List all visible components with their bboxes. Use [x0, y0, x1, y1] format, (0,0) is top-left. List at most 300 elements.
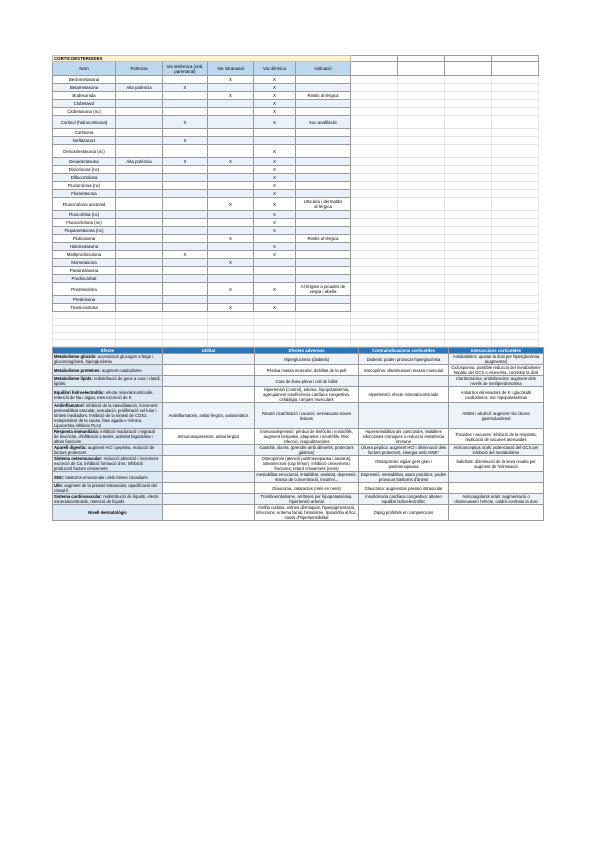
effect-utility: [163, 483, 255, 494]
drug-intranasal: X: [208, 76, 254, 84]
drug-dermal: [254, 296, 296, 304]
drug-dermal: X: [254, 211, 296, 219]
effect-inter: [449, 483, 544, 494]
effect-title: Antiinflamatori:: [54, 403, 85, 409]
drug-potency: [116, 251, 163, 259]
effect-description: redistribució de líquids, efecte mineralocorticoide, retenció de líquids: [54, 494, 159, 505]
effect-inter: Antiàrtics eliminadors de K i glucòsids cardiotònics: risc hipopotassèmia: [449, 387, 544, 403]
header-systemic: Via sistèmica (oral, parenteral): [163, 62, 208, 76]
drug-intranasal: [208, 227, 254, 235]
effect-contra: [359, 376, 449, 387]
effect-contra: Diabetis: poden provocar hiperglucèmia: [359, 354, 449, 365]
drug-systemic: [163, 190, 208, 198]
drug-indication: [296, 76, 351, 84]
drug-name: Deflazacort: [53, 137, 116, 145]
drug-name: Flumetasona: [53, 190, 116, 198]
drug-name: Dexametasona: [53, 158, 116, 166]
drug-intranasal: [208, 275, 254, 283]
drug-potency: [116, 190, 163, 198]
empty-cell: [445, 116, 492, 129]
empty-cell: [351, 166, 398, 174]
empty-cell: [398, 84, 445, 92]
drug-name: Metilprednisolona: [53, 251, 116, 259]
empty-cell: [492, 326, 539, 333]
drug-dermal: [254, 275, 296, 283]
effect-contra: Glaucoma: augmentan pressió intraocular: [359, 483, 449, 494]
empty-cell: [208, 312, 254, 319]
drug-potency: [116, 275, 163, 283]
effect-contra: Sarcopènia: disminueixen massa muscular: [359, 365, 449, 376]
empty-cell: [492, 100, 539, 108]
drug-systemic: X: [163, 251, 208, 259]
drug-dermal: X: [254, 304, 296, 312]
empty-cell: [445, 304, 492, 312]
empty-cell: [492, 333, 539, 340]
drug-potency: [116, 166, 163, 174]
effect-title: Aparell digestiu:: [54, 445, 87, 451]
empty-cell: [116, 340, 163, 347]
drug-potency: Alta potència: [116, 158, 163, 166]
empty-cell: [163, 326, 208, 333]
effect-utility: [163, 472, 255, 483]
corticosteroid-table: [52, 55, 539, 347]
drug-systemic: [163, 100, 208, 108]
effect-row: [53, 483, 544, 494]
drug-potency: [116, 227, 163, 235]
empty-cell: [53, 319, 116, 326]
drug-indication: [296, 158, 351, 166]
header-potency: Potència: [116, 62, 163, 76]
empty-row: [53, 333, 539, 340]
empty-cell: [398, 158, 445, 166]
empty-cell: [208, 319, 254, 326]
drug-systemic: [163, 182, 208, 190]
drug-name: Fluocortolona (nc): [53, 219, 116, 227]
drug-intranasal: [208, 211, 254, 219]
drug-systemic: [163, 92, 208, 100]
empty-cell: [445, 243, 492, 251]
empty-cell: [398, 304, 445, 312]
empty-cell: [53, 326, 116, 333]
empty-cell: [116, 312, 163, 319]
drug-intranasal: [208, 174, 254, 182]
empty-cell: [163, 333, 208, 340]
effect-contra: Osteoporosi: vigilar gent gran i postmenopausa: [359, 456, 449, 472]
sheet-title: CORTICOESTEROIDES: [53, 56, 351, 62]
empty-cell: [492, 296, 539, 304]
drug-systemic: [163, 145, 208, 158]
drug-indication: Rinitis al·lèrgica: [296, 235, 351, 243]
table-row: [53, 145, 539, 158]
empty-cell: [492, 227, 539, 235]
table-row: [53, 275, 539, 283]
effect-inter: Antidiabètics: ajustar la dosi per hiperglucèmia (augmentar): [449, 354, 544, 365]
effect-inter: Salicilats: disminució de la seva revalia per augment de l'eliminació: [449, 456, 544, 472]
empty-cell: [492, 76, 539, 84]
effect-row: [53, 456, 544, 472]
empty-cell: [351, 235, 398, 243]
effect-utility: [163, 376, 255, 387]
drug-dermal: X: [254, 145, 296, 158]
empty-cell: [351, 174, 398, 182]
empty-cell: [492, 108, 539, 116]
drug-indication: [296, 166, 351, 174]
drug-intranasal: X: [208, 283, 254, 296]
drug-potency: [116, 283, 163, 296]
effect-cell: [53, 472, 163, 483]
effect-row: [53, 354, 544, 365]
drug-indication: [296, 174, 351, 182]
effect-utility: Immunosupressors, antial·lèrgics: [163, 429, 255, 445]
drug-name: Clobetasol: [53, 100, 116, 108]
table-row: [53, 283, 539, 296]
drug-potency: [116, 137, 163, 145]
drug-potency: [116, 235, 163, 243]
empty-cell: [445, 145, 492, 158]
table-row: [53, 219, 539, 227]
empty-cell: [351, 84, 398, 92]
drug-potency: Alta potència: [116, 84, 163, 92]
empty-cell: [445, 190, 492, 198]
effect-adverse: Inestabilitat emocional, irritabilitat, ansietat, depressió, manca de concentració, insomni...: [256, 472, 357, 483]
drug-potency: [116, 259, 163, 267]
empty-cell: [398, 319, 445, 326]
effect-description: augment HCl i pepsina, reducció de factors protectors: [54, 445, 155, 456]
empty-cell: [445, 340, 492, 347]
drug-dermal: X: [254, 76, 296, 84]
empty-cell: [351, 275, 398, 283]
empty-cell: [351, 137, 398, 145]
empty-cell: [351, 243, 398, 251]
drug-systemic: X: [163, 116, 208, 129]
table-row: [53, 235, 539, 243]
empty-cell: [492, 340, 539, 347]
empty-cell: [445, 129, 492, 137]
effect-row: [53, 445, 544, 456]
effect-title: Nivell dermatològic: [88, 510, 127, 516]
drug-dermal: [254, 235, 296, 243]
drug-name: Cortisol (hidrocortisona): [53, 116, 116, 129]
table-row: [53, 259, 539, 267]
empty-cell: [398, 312, 445, 319]
drug-name: Cortisona: [53, 129, 116, 137]
effect-cell: [53, 456, 163, 472]
drug-intranasal: [208, 182, 254, 190]
drug-intranasal: [208, 108, 254, 116]
drug-systemic: [163, 259, 208, 267]
empty-cell: [254, 326, 296, 333]
drug-systemic: [163, 174, 208, 182]
empty-cell: [445, 158, 492, 166]
table-row: [53, 137, 539, 145]
effect-adverse: Immunodepressió: pèrdua de limfòcits i eosinòfils, augment hematies, plaquetes i neutròfils. Risc infecció, reaguditzacions: [255, 429, 359, 445]
drug-potency: [116, 100, 163, 108]
drug-systemic: X: [163, 158, 208, 166]
drug-potency: [116, 129, 163, 137]
empty-cell: [492, 259, 539, 267]
effect-title: Metabolisme glúcids:: [54, 354, 97, 360]
empty-cell: [492, 92, 539, 100]
empty-cell: [208, 333, 254, 340]
effect-adverse: Hiperglucèmia (diabetis): [255, 354, 359, 365]
empty-cell: [398, 116, 445, 129]
drug-intranasal: [208, 100, 254, 108]
table-row: [53, 116, 539, 129]
empty-cell: [492, 275, 539, 283]
effect-row: [53, 387, 544, 403]
drug-intranasal: [208, 116, 254, 129]
empty-cell: [53, 333, 116, 340]
effect-adverse: Glaucoma, cataractes (més en nens): [255, 483, 359, 494]
empty-cell: [351, 198, 398, 211]
table-row: [53, 211, 539, 219]
empty-cell: [492, 251, 539, 259]
effect-inter: Toxoides i vacunes: inhibició de la resposta, replicació de vacunes atenuades: [449, 429, 544, 445]
empty-cell: [445, 84, 492, 92]
effect-description: reducció absorció i increment excreció de Ca, inhibició formació d'os. Inhibició producció factors creixement.: [54, 456, 159, 472]
empty-cell: [398, 235, 445, 243]
effect-inter: Anticoagulants orals: augmentació o disminueixen l'efecte, caldrà controlar la dosi: [449, 494, 544, 505]
drug-systemic: [163, 296, 208, 304]
table-row: [53, 76, 539, 84]
drug-intranasal: [208, 145, 254, 158]
effect-title: Sistema osteomuscular:: [54, 456, 103, 462]
effect-title: Sistema cardiovascular:: [54, 494, 103, 500]
empty-cell: [254, 312, 296, 319]
empty-row: [53, 319, 539, 326]
drug-potency: [116, 174, 163, 182]
drug-indication: [296, 182, 351, 190]
drug-intranasal: [208, 84, 254, 92]
empty-cell: [398, 100, 445, 108]
empty-cell: [445, 259, 492, 267]
effect-adverse: Osteoporosi (atenció postmenopausa i ancians), osteonecrosi (cap fèmur), inhibició creixement i fractures, retard creixement (nens): [255, 456, 359, 472]
drug-dermal: [254, 267, 296, 275]
drug-intranasal: X: [208, 198, 254, 211]
drug-indication: [296, 108, 351, 116]
drug-indication: [296, 259, 351, 267]
empty-cell: [208, 326, 254, 333]
empty-cell: [445, 267, 492, 275]
empty-cell: [398, 227, 445, 235]
effect-row: [53, 472, 544, 483]
effect-row: [53, 429, 544, 445]
drug-intranasal: X: [208, 92, 254, 100]
empty-cell: [492, 174, 539, 182]
table-row: [53, 227, 539, 235]
drug-name: Fluocinolona acetonid: [53, 198, 116, 211]
drug-potency: [116, 182, 163, 190]
empty-cell: [351, 182, 398, 190]
effect-utility: [163, 445, 255, 456]
drug-name: Desoximetasona (nc): [53, 145, 116, 158]
empty-cell: [351, 100, 398, 108]
drug-intranasal: [208, 166, 254, 174]
effect-contra: Hipertensió: efecte mineralocorticoide: [359, 387, 449, 403]
empty-cell: [492, 190, 539, 198]
empty-row: [53, 340, 539, 347]
drug-indication: [296, 84, 351, 92]
empty-cell: [116, 333, 163, 340]
table-row: [53, 174, 539, 182]
drug-intranasal: [208, 243, 254, 251]
empty-cell: [445, 219, 492, 227]
empty-cell: [445, 182, 492, 190]
empty-cell: [445, 137, 492, 145]
header-intranasal: Via intranasal: [208, 62, 254, 76]
drug-systemic: [163, 227, 208, 235]
effect-cell: [53, 376, 163, 387]
empty-cell: [351, 319, 398, 326]
drug-dermal: X: [254, 84, 296, 92]
drug-dermal: X: [254, 283, 296, 296]
drug-systemic: [163, 76, 208, 84]
empty-cell: [445, 275, 492, 283]
drug-dermal: X: [254, 251, 296, 259]
table-row: [53, 84, 539, 92]
empty-row: [53, 312, 539, 319]
effect-cell: [53, 505, 163, 521]
drug-name: Fluocortina (nc): [53, 211, 116, 219]
table-row: [53, 243, 539, 251]
empty-cell: [351, 259, 398, 267]
empty-cell: [445, 235, 492, 243]
effects-table: [52, 347, 544, 521]
empty-cell: [53, 340, 116, 347]
empty-cell: [398, 219, 445, 227]
drug-name: Budesonida: [53, 92, 116, 100]
empty-cell: [398, 333, 445, 340]
empty-cell: [445, 283, 492, 296]
effect-row: [53, 376, 544, 387]
effect-utility: [163, 354, 255, 365]
empty-cell: [398, 166, 445, 174]
empty-cell: [492, 211, 539, 219]
table-row: [53, 190, 539, 198]
effect-utility: [163, 387, 255, 403]
empty-cell: [492, 84, 539, 92]
effect-cell: [53, 365, 163, 376]
drug-dermal: X: [254, 227, 296, 235]
empty-cell: [398, 198, 445, 211]
empty-cell: [445, 211, 492, 219]
empty-cell: [445, 326, 492, 333]
drug-systemic: [163, 283, 208, 296]
header-name: Nom: [53, 62, 116, 76]
empty-cell: [445, 108, 492, 116]
drug-intranasal: [208, 219, 254, 227]
empty-cell: [445, 92, 492, 100]
effect-inter: Claritromicina, antiinfamcins: augment dels nivells de metilprednisolona: [449, 376, 544, 387]
drug-name: Triamcinolona: [53, 304, 116, 312]
drug-potency: [116, 198, 163, 211]
empty-cell: [445, 166, 492, 174]
drug-indication: [296, 145, 351, 158]
effect-row: [53, 505, 544, 521]
drug-dermal: X: [254, 108, 296, 116]
empty-cell: [398, 76, 445, 84]
drug-systemic: X: [163, 84, 208, 92]
effect-contra: [359, 403, 449, 429]
effect-row: [53, 403, 544, 429]
header-utility: Utilitat: [163, 348, 255, 354]
empty-cell: [116, 319, 163, 326]
empty-cell: [351, 211, 398, 219]
empty-cell: [351, 129, 398, 137]
effect-inter: [449, 505, 544, 521]
drug-name: Halometasona: [53, 243, 116, 251]
drug-indication: [296, 275, 351, 283]
drug-potency: [116, 108, 163, 116]
empty-cell: [445, 76, 492, 84]
header-effect: Efecte: [53, 348, 163, 354]
effect-inter: Ciclosporina: possible reducció del metabolisme hepàtic del GCS o viceversa, controlar la dosi: [449, 365, 544, 376]
table-row: [53, 182, 539, 190]
header-adverse: Efectes adversos: [255, 348, 359, 354]
effect-adverse: Tromboembolisme, arrítmies per hipopotassèmia, hipertensió arterial: [255, 494, 359, 505]
table-row: [53, 92, 539, 100]
effect-contra: Depressió, inestabilitat, atacs psicòtics: poden provocar trastorns d'ànims: [359, 472, 449, 483]
empty-cell: [445, 100, 492, 108]
drug-name: Prednisona: [53, 296, 116, 304]
empty-cell: [398, 145, 445, 158]
drug-indication: [296, 243, 351, 251]
effect-adverse: Retard cicatrització i curació, emmascara noves lesions: [255, 403, 359, 429]
drug-name: Parametasona: [53, 267, 116, 275]
drug-systemic: [163, 243, 208, 251]
drug-name: Mometasona: [53, 259, 116, 267]
empty-cell: [351, 145, 398, 158]
drug-dermal: X: [254, 190, 296, 198]
table-row: [53, 267, 539, 275]
effect-contra: Hipersensibilitat als corticoïdes. Malalties infeccioses cròniques o reducció resistència immune: [359, 429, 449, 445]
table-row: [53, 166, 539, 174]
empty-row: [53, 326, 539, 333]
drug-name: Betametasona: [53, 84, 116, 92]
effect-description: inhibició de la vasodilatació, increment permeabilitat vascular, exsudació, proliferació cel·lular i síntesi mediadors. Inhibició de la síntesi de COX2. Independent de la causa, fase aguda o crònica. Lipocortina inhibeix PLA2: [54, 403, 158, 429]
empty-cell: [254, 340, 296, 347]
empty-cell: [398, 326, 445, 333]
drug-dermal: X: [254, 243, 296, 251]
effect-utility: [163, 505, 255, 521]
spreadsheet: [52, 55, 544, 521]
empty-cell: [163, 319, 208, 326]
empty-cell: [254, 333, 296, 340]
empty-cell: [116, 326, 163, 333]
effect-description: redistribució de greix a cara i clatell, lipòlisi: [54, 376, 161, 387]
effect-title: Metabolisme lípids:: [54, 376, 93, 382]
drug-dermal: X: [254, 158, 296, 166]
empty-cell: [296, 319, 351, 326]
effect-contra: Insuficiència cardíaca congestiva: alteren equilibri hidroelectrolític: [359, 494, 449, 505]
effect-inter: AINEs i alcohol: augment risc úlcera gastroduodenal: [449, 403, 544, 429]
empty-cell: [351, 312, 398, 319]
table-row: [53, 158, 539, 166]
empty-cell: [351, 333, 398, 340]
effect-description: inhibició maduració i migració de leucòcits, d'infiltració a teixits, activitat fagocitària i altres funcions: [54, 429, 156, 445]
empty-cell: [351, 267, 398, 275]
empty-cell: [351, 283, 398, 296]
empty-cell: [254, 319, 296, 326]
effect-adverse: Pèrdua massa muscular, debilitat de la pell: [255, 365, 359, 376]
effect-description: trastorns emocionals i dels ritmes circadiaris: [64, 474, 148, 480]
drug-potency: [116, 267, 163, 275]
effect-cell: [53, 445, 163, 456]
effect-description: acumulació glucogen a fetge i gluconeogènesi, hiperglucèmia: [54, 354, 154, 365]
empty-cell: [398, 108, 445, 116]
empty-cell: [296, 312, 351, 319]
drug-potency: [116, 116, 163, 129]
